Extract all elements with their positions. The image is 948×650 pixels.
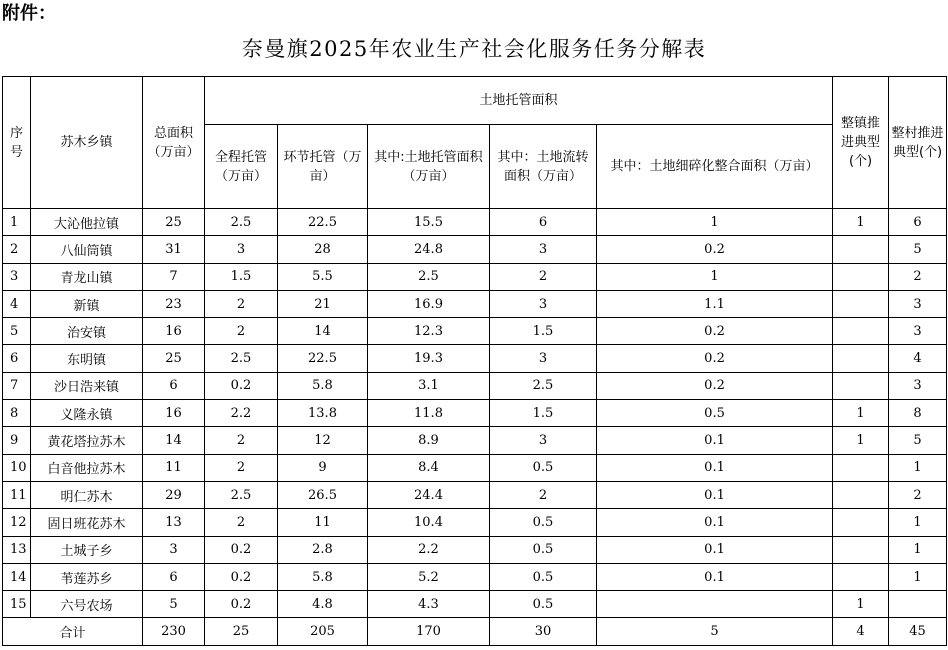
cell-transfer: 3 (490, 345, 597, 372)
cell-seq: 11 (3, 481, 31, 508)
cell-total-area: 23 (143, 290, 205, 317)
cell-village-typical (889, 591, 947, 618)
cell-consolidation: 1.1 (597, 290, 833, 317)
cell-total-area: 31 (143, 236, 205, 263)
cell-consolidation: 0.2 (597, 372, 833, 399)
cell-full-trust: 2 (205, 509, 278, 536)
cell-land-trust: 170 (368, 618, 490, 645)
cell-total-area: 25 (143, 345, 205, 372)
cell-full-trust: 25 (205, 618, 278, 645)
table-row (3, 509, 947, 536)
cell-seq: 9 (3, 427, 31, 454)
document-title: 奈曼旗2025年农业生产社会化服务任务分解表 (241, 37, 707, 61)
cell-link-trust: 5.8 (278, 563, 368, 590)
cell-seq: 3 (3, 263, 31, 290)
cell-full-trust: 2 (205, 454, 278, 481)
table-row (3, 236, 947, 263)
cell-transfer: 6 (490, 209, 597, 236)
table-row (3, 427, 947, 454)
table-row (3, 591, 947, 618)
task-breakdown-table (2, 76, 947, 646)
cell-consolidation: 0.1 (597, 481, 833, 508)
cell-consolidation: 0.1 (597, 563, 833, 590)
cell-transfer: 3 (490, 236, 597, 263)
cell-consolidation: 0.2 (597, 345, 833, 372)
cell-town: 新镇 (31, 290, 143, 317)
cell-link-trust: 12 (278, 427, 368, 454)
total-label: 合计 (3, 618, 143, 645)
cell-land-trust: 16.9 (368, 290, 490, 317)
cell-village-typical: 5 (889, 427, 947, 454)
cell-total-area: 7 (143, 263, 205, 290)
cell-town-typical: 4 (833, 618, 889, 645)
attachment-label: 附件： (2, 3, 56, 24)
cell-town: 明仁苏木 (31, 481, 143, 508)
cell-full-trust: 0.2 (205, 536, 278, 563)
cell-village-typical: 1 (889, 454, 947, 481)
cell-town: 六号农场 (31, 591, 143, 618)
cell-transfer: 1.5 (490, 400, 597, 427)
cell-transfer: 2 (490, 481, 597, 508)
cell-town-typical (833, 263, 889, 290)
cell-village-typical: 3 (889, 318, 947, 345)
cell-village-typical: 3 (889, 372, 947, 399)
cell-village-typical: 4 (889, 345, 947, 372)
header-full-trust: 全程托管（万亩） (205, 125, 278, 209)
header-total-area: 总面积（万亩） (143, 77, 205, 209)
cell-land-trust: 2.5 (368, 263, 490, 290)
header-seq: 序号 (3, 77, 31, 209)
cell-consolidation: 0.5 (597, 400, 833, 427)
cell-town-typical (833, 290, 889, 317)
cell-full-trust: 2.2 (205, 400, 278, 427)
cell-land-trust: 2.2 (368, 536, 490, 563)
cell-town-typical: 1 (833, 400, 889, 427)
cell-link-trust: 26.5 (278, 481, 368, 508)
cell-land-trust: 19.3 (368, 345, 490, 372)
cell-land-trust: 11.8 (368, 400, 490, 427)
cell-link-trust: 21 (278, 290, 368, 317)
cell-town: 青龙山镇 (31, 263, 143, 290)
cell-total-area: 5 (143, 591, 205, 618)
cell-land-trust: 12.3 (368, 318, 490, 345)
table-row (3, 290, 947, 317)
cell-total-area: 6 (143, 372, 205, 399)
cell-link-trust: 5.8 (278, 372, 368, 399)
header-town-typical: 整镇推进典型(个) (833, 77, 889, 209)
cell-total-area: 230 (143, 618, 205, 645)
cell-town-typical (833, 454, 889, 481)
cell-town: 白音他拉苏木 (31, 454, 143, 481)
cell-town-typical (833, 318, 889, 345)
cell-land-trust: 8.9 (368, 427, 490, 454)
cell-full-trust: 2.5 (205, 209, 278, 236)
cell-town: 八仙筒镇 (31, 236, 143, 263)
cell-consolidation: 1 (597, 263, 833, 290)
cell-town-typical (833, 345, 889, 372)
header-link-trust: 环节托管（万亩） (278, 125, 368, 209)
cell-link-trust: 13.8 (278, 400, 368, 427)
cell-link-trust: 205 (278, 618, 368, 645)
cell-link-trust: 2.8 (278, 536, 368, 563)
cell-consolidation: 5 (597, 618, 833, 645)
cell-transfer: 30 (490, 618, 597, 645)
cell-land-trust: 4.3 (368, 591, 490, 618)
cell-town-typical: 1 (833, 591, 889, 618)
cell-total-area: 25 (143, 209, 205, 236)
cell-land-trust: 5.2 (368, 563, 490, 590)
cell-consolidation: 0.1 (597, 536, 833, 563)
cell-transfer: 0.5 (490, 536, 597, 563)
cell-village-typical: 45 (889, 618, 947, 645)
cell-land-trust: 24.4 (368, 481, 490, 508)
cell-transfer: 3 (490, 427, 597, 454)
cell-transfer: 2 (490, 263, 597, 290)
cell-village-typical: 2 (889, 263, 947, 290)
header-land-trust-group: 土地托管面积 (205, 77, 833, 125)
cell-town-typical (833, 563, 889, 590)
table-row (3, 481, 947, 508)
cell-village-typical: 1 (889, 563, 947, 590)
cell-full-trust: 2 (205, 290, 278, 317)
cell-seq: 5 (3, 318, 31, 345)
cell-total-area: 14 (143, 427, 205, 454)
cell-transfer: 0.5 (490, 509, 597, 536)
cell-full-trust: 3 (205, 236, 278, 263)
table-row (3, 209, 947, 236)
cell-seq: 12 (3, 509, 31, 536)
table-row (3, 563, 947, 590)
cell-consolidation: 1 (597, 209, 833, 236)
cell-village-typical: 8 (889, 400, 947, 427)
cell-village-typical: 5 (889, 236, 947, 263)
cell-town: 苇莲苏乡 (31, 563, 143, 590)
cell-link-trust: 9 (278, 454, 368, 481)
cell-full-trust: 2 (205, 318, 278, 345)
cell-transfer: 0.5 (490, 563, 597, 590)
table-row (3, 372, 947, 399)
cell-town: 义隆永镇 (31, 400, 143, 427)
cell-transfer: 1.5 (490, 318, 597, 345)
cell-town: 沙日浩来镇 (31, 372, 143, 399)
cell-link-trust: 22.5 (278, 209, 368, 236)
table-row (3, 318, 947, 345)
cell-full-trust: 2 (205, 427, 278, 454)
cell-transfer: 0.5 (490, 454, 597, 481)
cell-village-typical: 1 (889, 536, 947, 563)
header-town: 苏木乡镇 (31, 77, 143, 209)
table-row (3, 263, 947, 290)
cell-total-area: 3 (143, 536, 205, 563)
cell-town-typical (833, 236, 889, 263)
cell-transfer: 0.5 (490, 591, 597, 618)
cell-link-trust: 4.8 (278, 591, 368, 618)
cell-village-typical: 3 (889, 290, 947, 317)
cell-town-typical: 1 (833, 209, 889, 236)
header-of-which-consolidation: 其中：土地细碎化整合面积（万亩） (597, 125, 833, 209)
cell-seq: 8 (3, 400, 31, 427)
cell-seq: 10 (3, 454, 31, 481)
cell-transfer: 3 (490, 290, 597, 317)
table-row (3, 345, 947, 372)
cell-village-typical: 6 (889, 209, 947, 236)
cell-total-area: 29 (143, 481, 205, 508)
cell-land-trust: 15.5 (368, 209, 490, 236)
header-of-which-land-trust: 其中:土地托管面积（万亩） (368, 125, 490, 209)
cell-link-trust: 5.5 (278, 263, 368, 290)
cell-total-area: 11 (143, 454, 205, 481)
cell-full-trust: 1.5 (205, 263, 278, 290)
header-village-typical: 整村推进典型(个) (889, 77, 947, 209)
cell-land-trust: 3.1 (368, 372, 490, 399)
cell-total-area: 13 (143, 509, 205, 536)
cell-town-typical (833, 481, 889, 508)
cell-town-typical (833, 509, 889, 536)
table-row (3, 400, 947, 427)
cell-town: 东明镇 (31, 345, 143, 372)
cell-town-typical (833, 372, 889, 399)
cell-link-trust: 11 (278, 509, 368, 536)
cell-town: 治安镇 (31, 318, 143, 345)
cell-consolidation (597, 591, 833, 618)
cell-full-trust: 2.5 (205, 481, 278, 508)
cell-town-typical: 1 (833, 427, 889, 454)
cell-consolidation: 0.2 (597, 318, 833, 345)
header-of-which-transfer: 其中：土地流转面积（万亩） (490, 125, 597, 209)
cell-seq: 14 (3, 563, 31, 590)
cell-full-trust: 2.5 (205, 345, 278, 372)
cell-village-typical: 2 (889, 481, 947, 508)
cell-town-typical (833, 536, 889, 563)
cell-town: 黄花塔拉苏木 (31, 427, 143, 454)
cell-total-area: 6 (143, 563, 205, 590)
cell-consolidation: 0.2 (597, 236, 833, 263)
table-row (3, 454, 947, 481)
cell-link-trust: 14 (278, 318, 368, 345)
cell-full-trust: 0.2 (205, 591, 278, 618)
cell-seq: 15 (3, 591, 31, 618)
cell-full-trust: 0.2 (205, 372, 278, 399)
cell-seq: 6 (3, 345, 31, 372)
cell-seq: 13 (3, 536, 31, 563)
cell-land-trust: 10.4 (368, 509, 490, 536)
cell-seq: 7 (3, 372, 31, 399)
cell-transfer: 2.5 (490, 372, 597, 399)
table-row (3, 536, 947, 563)
cell-link-trust: 22.5 (278, 345, 368, 372)
cell-seq: 4 (3, 290, 31, 317)
cell-total-area: 16 (143, 318, 205, 345)
cell-land-trust: 8.4 (368, 454, 490, 481)
cell-seq: 2 (3, 236, 31, 263)
cell-consolidation: 0.1 (597, 454, 833, 481)
total-row (3, 618, 947, 645)
cell-total-area: 16 (143, 400, 205, 427)
cell-town: 固日班花苏木 (31, 509, 143, 536)
cell-village-typical: 1 (889, 509, 947, 536)
cell-full-trust: 0.2 (205, 563, 278, 590)
cell-consolidation: 0.1 (597, 427, 833, 454)
cell-town: 大沁他拉镇 (31, 209, 143, 236)
cell-seq: 1 (3, 209, 31, 236)
cell-town: 土城子乡 (31, 536, 143, 563)
cell-link-trust: 28 (278, 236, 368, 263)
cell-consolidation: 0.1 (597, 509, 833, 536)
cell-land-trust: 24.8 (368, 236, 490, 263)
